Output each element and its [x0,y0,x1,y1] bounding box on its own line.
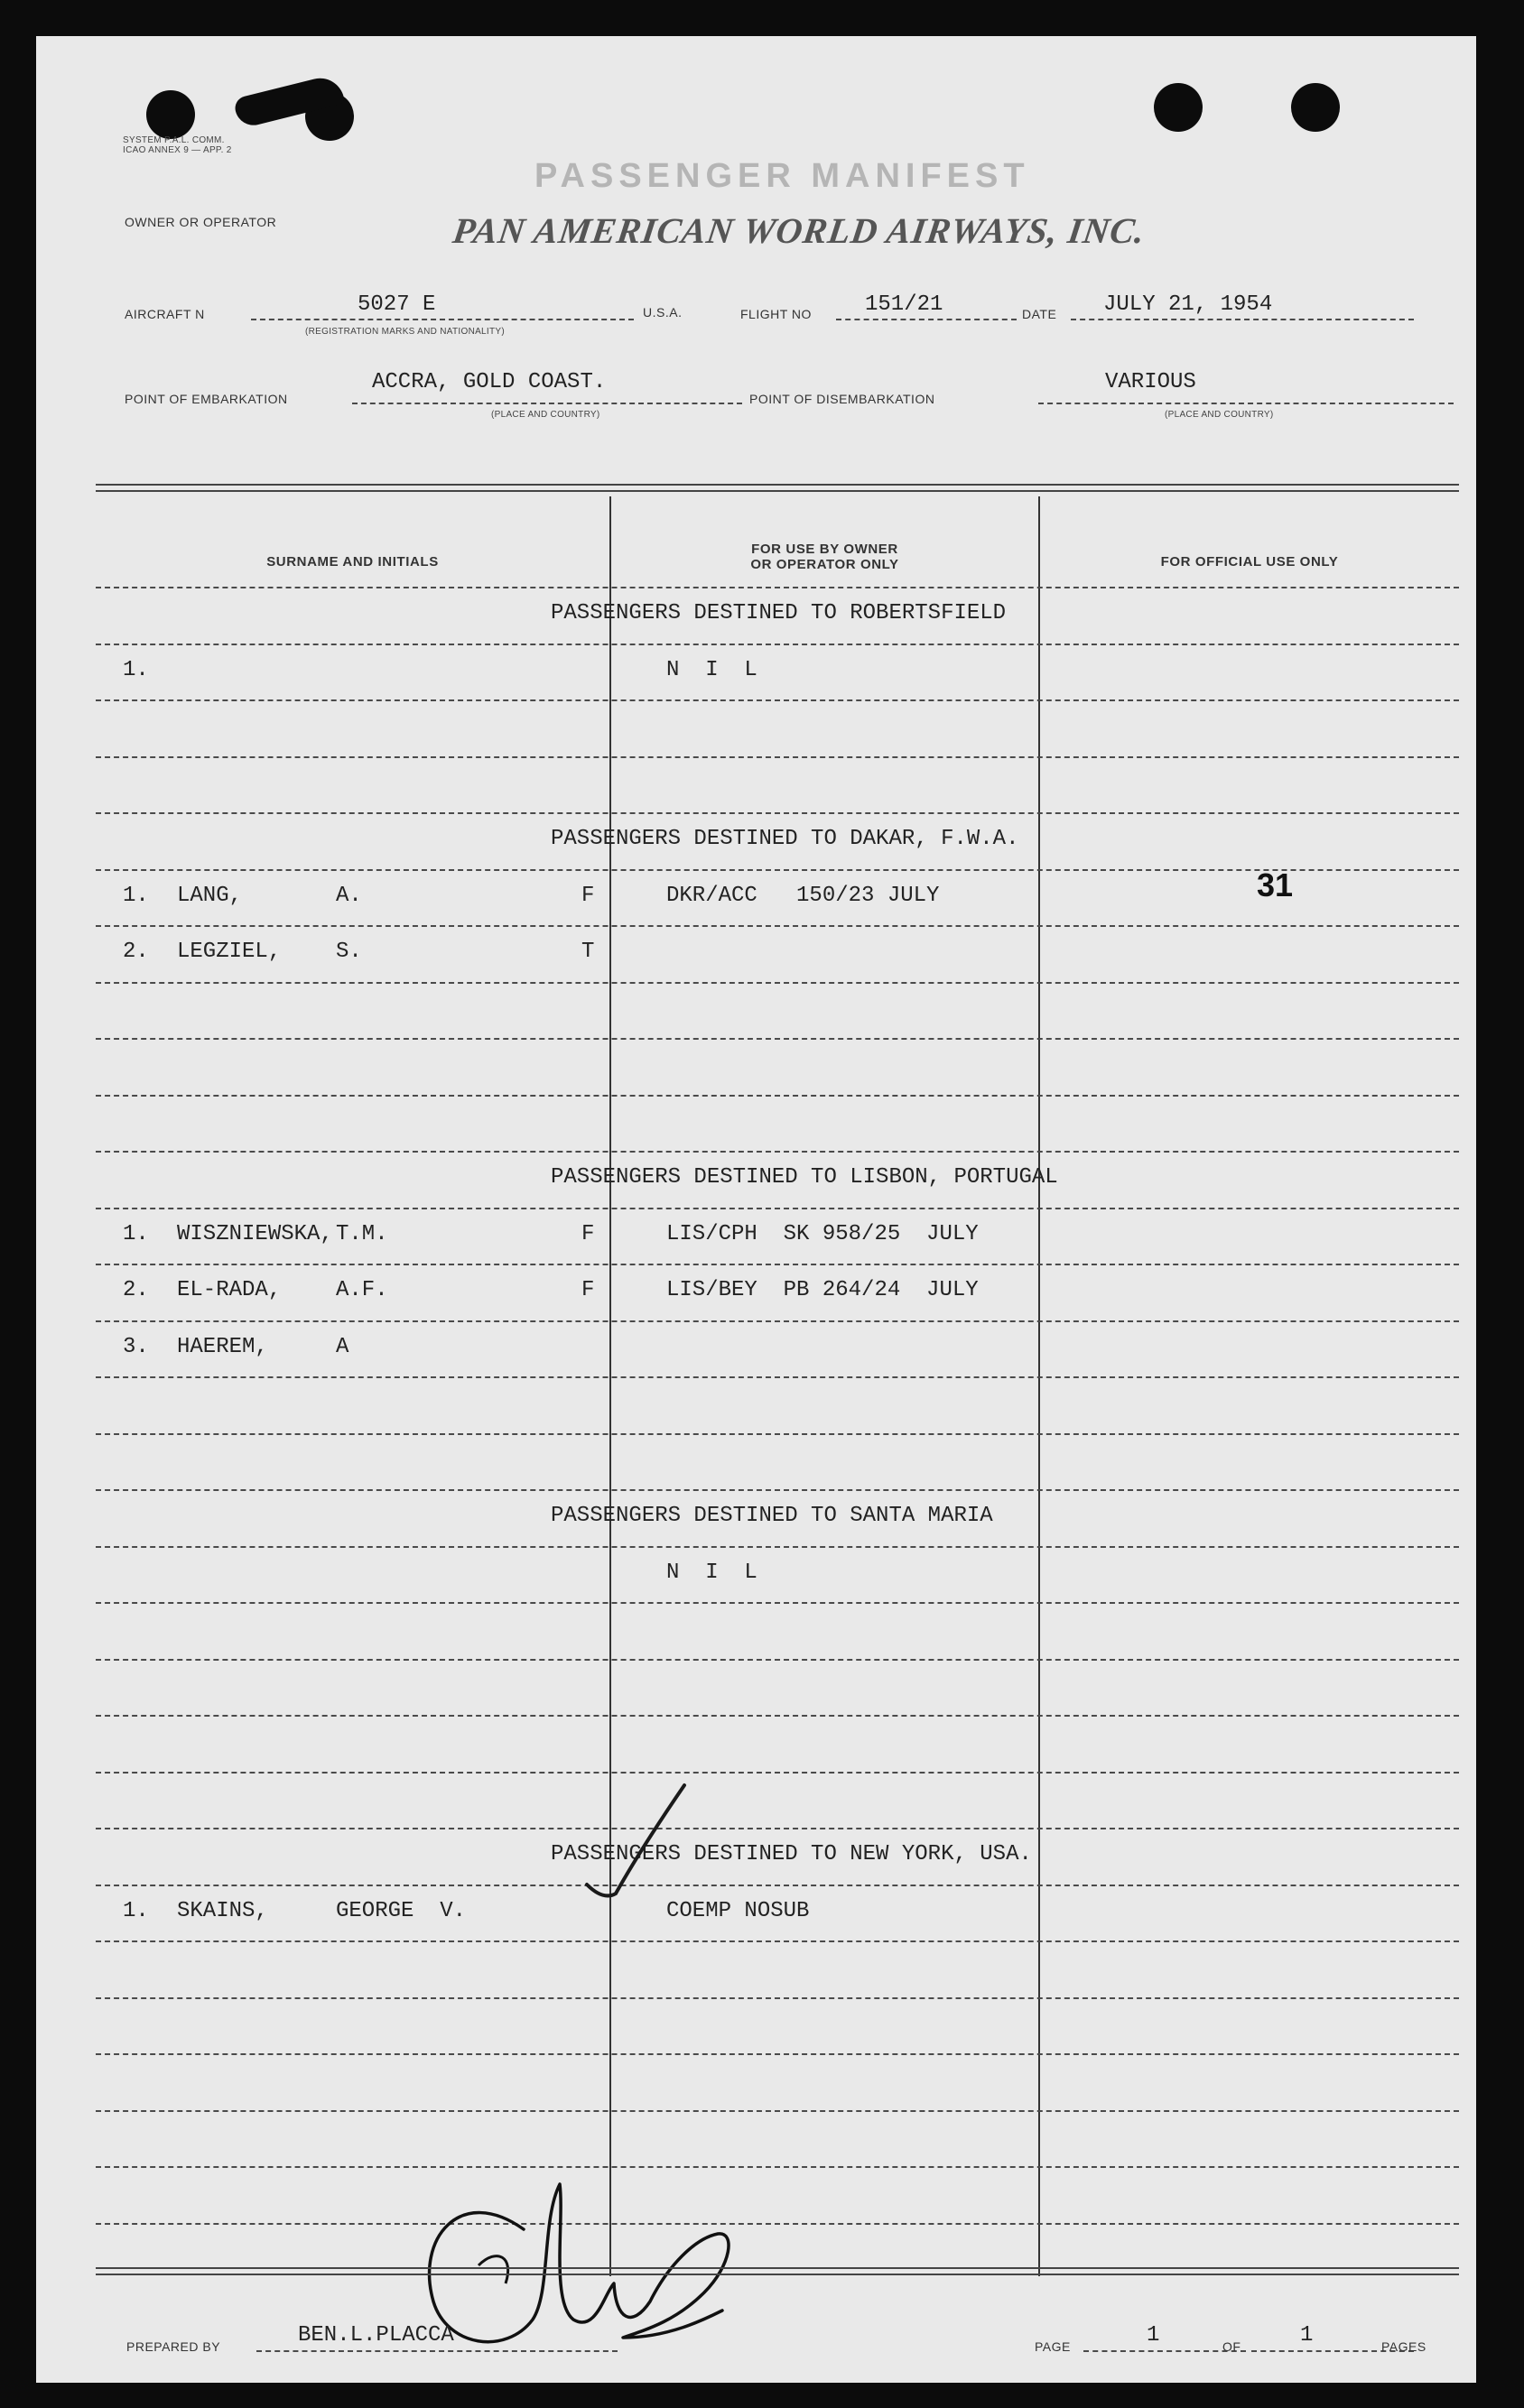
operator-info: LIS/CPH SK 958/25 JULY [666,1222,979,1246]
table-rule [96,2223,1459,2225]
table-top-rule [96,484,1459,486]
table-rule [96,1940,1459,1942]
form-reference-line: ICAO ANNEX 9 — APP. 2 [123,145,232,155]
table-rule [96,1659,1459,1661]
passenger-initials: A. [336,884,362,908]
row-number: 2. [123,940,149,964]
table-rule [96,2110,1459,2112]
embarkation-label: POINT OF EMBARKATION [125,392,288,406]
form-reference-line: SYSTEM P.A.L. COMM. [123,135,225,145]
prepared-by-label: PREPARED BY [126,2339,221,2354]
disembarkation-label: POINT OF DISEMBARKATION [749,392,935,406]
table-rule [96,699,1459,701]
aircraft-underline [251,319,634,320]
column-header-owner-use-line: OR OPERATOR ONLY [750,557,899,572]
column-divider-right [1038,496,1040,2276]
table-rule [96,1546,1459,1548]
row-number: 1. [123,1222,149,1246]
section-heading: PASSENGERS DESTINED TO ROBERTSFIELD [551,601,1007,625]
passenger-surname: HAEREM, [177,1335,268,1359]
page-number: 1 [1147,2323,1160,2348]
table-rule [96,1772,1459,1774]
passenger-surname: LEGZIEL, [177,940,282,964]
section-heading: PASSENGERS DESTINED TO NEW YORK, USA. [551,1842,1032,1866]
disembarkation-note: (PLACE AND COUNTRY) [1165,410,1274,420]
passenger-initials: S. [336,940,362,964]
check-mark-icon [578,1776,695,1912]
passenger-code: T [581,940,595,964]
operator-info: N I L [666,658,757,682]
table-top-rule-2 [96,490,1459,492]
of-label: OF [1222,2339,1241,2354]
manifest-sheet [36,36,1476,2383]
table-rule [96,1038,1459,1040]
passenger-code: F [581,1278,595,1302]
row-number: 1. [123,884,149,908]
flight-underline [836,319,1017,320]
owner-label: OWNER OR OPERATOR [125,215,277,229]
passenger-initials: A [336,1335,349,1359]
table-rule [96,2053,1459,2055]
aircraft-label: AIRCRAFT N [125,307,205,321]
row-number: 1. [123,658,149,682]
punch-hole-left [146,90,195,139]
operator-info: COEMP NOSUB [666,1899,810,1923]
table-rule [96,925,1459,927]
row-number: 2. [123,1278,149,1302]
table-rule [96,1264,1459,1265]
punch-hole-right [1154,83,1203,132]
disembarkation-underline [1038,403,1454,404]
passenger-surname: WISZNIEWSKA, [177,1222,333,1246]
table-rule [96,982,1459,984]
row-number: 1. [123,1899,149,1923]
table-rule [96,2166,1459,2168]
operator-name: PAN AMERICAN WORLD AIRWAYS, INC. [450,210,1148,251]
passenger-surname: SKAINS, [177,1899,268,1923]
table-rule [96,1997,1459,1999]
date-label: DATE [1022,307,1057,321]
registration-note: (REGISTRATION MARKS AND NATIONALITY) [305,327,506,337]
table-rule [96,1095,1459,1097]
column-header-official: FOR OFFICIAL USE ONLY [1160,554,1339,570]
flight-date: JULY 21, 1954 [1103,292,1273,317]
table-rule [96,1151,1459,1153]
table-rule [96,1208,1459,1209]
passenger-surname: EL-RADA, [177,1278,282,1302]
passenger-initials: T.M. [336,1222,388,1246]
table-rule [96,869,1459,871]
form-reference [123,135,232,155]
table-rule [96,756,1459,758]
passenger-code: F [581,884,595,908]
page-label: PAGE [1035,2339,1071,2354]
prepared-by-underline [256,2350,618,2352]
table-rule [96,1885,1459,1886]
section-heading: PASSENGERS DESTINED TO SANTA MARIA [551,1504,993,1528]
column-header-owner-use-line: FOR USE BY OWNER [751,542,898,557]
table-bottom-rule [96,2267,1459,2269]
passenger-code: F [581,1222,595,1246]
passenger-initials: A.F. [336,1278,388,1302]
page-title: PASSENGER MANIFEST [534,157,1030,195]
column-header-owner-use [611,542,1038,572]
table-rule [96,1602,1459,1604]
table-rule [96,1376,1459,1378]
embarkation-place: ACCRA, GOLD COAST. [372,370,607,394]
embarkation-underline [352,403,742,404]
passenger-initials: GEORGE V. [336,1899,467,1923]
table-rule [96,587,1459,588]
table-rule [96,1828,1459,1829]
column-header-surname: SURNAME AND INITIALS [266,554,439,570]
column-divider-left [609,496,611,2276]
embarkation-note: (PLACE AND COUNTRY) [491,410,600,420]
passenger-surname: LANG, [177,884,243,908]
table-rule [96,1433,1459,1435]
date-underline [1071,319,1414,320]
table-rule [96,1320,1459,1322]
section-heading: PASSENGERS DESTINED TO DAKAR, F.W.A. [551,827,1019,851]
pages-label: PAGES [1381,2339,1426,2354]
disembarkation-place: VARIOUS [1105,370,1196,394]
table-rule [96,812,1459,814]
section-heading: PASSENGERS DESTINED TO LISBON, PORTUGAL [551,1165,1058,1190]
table-bottom-rule-2 [96,2274,1459,2275]
flight-label: FLIGHT NO [740,307,812,321]
table-rule [96,644,1459,645]
table-rule [96,1715,1459,1717]
prepared-by-name: BEN.L.PLACCA [298,2323,454,2348]
operator-info: N I L [666,1561,757,1585]
page-underline [1083,2350,1246,2352]
operator-info: LIS/BEY PB 264/24 JULY [666,1278,979,1302]
aircraft-number: 5027 E [358,292,436,317]
total-pages: 1 [1300,2323,1314,2348]
row-number: 3. [123,1335,149,1359]
operator-info: DKR/ACC 150/23 JULY [666,884,940,908]
official-stamp-number: 31 [1257,866,1294,903]
nationality-label: U.S.A. [643,305,683,320]
punch-hole-right-2 [1291,83,1340,132]
flight-number: 151/21 [865,292,943,317]
table-rule [96,1489,1459,1491]
